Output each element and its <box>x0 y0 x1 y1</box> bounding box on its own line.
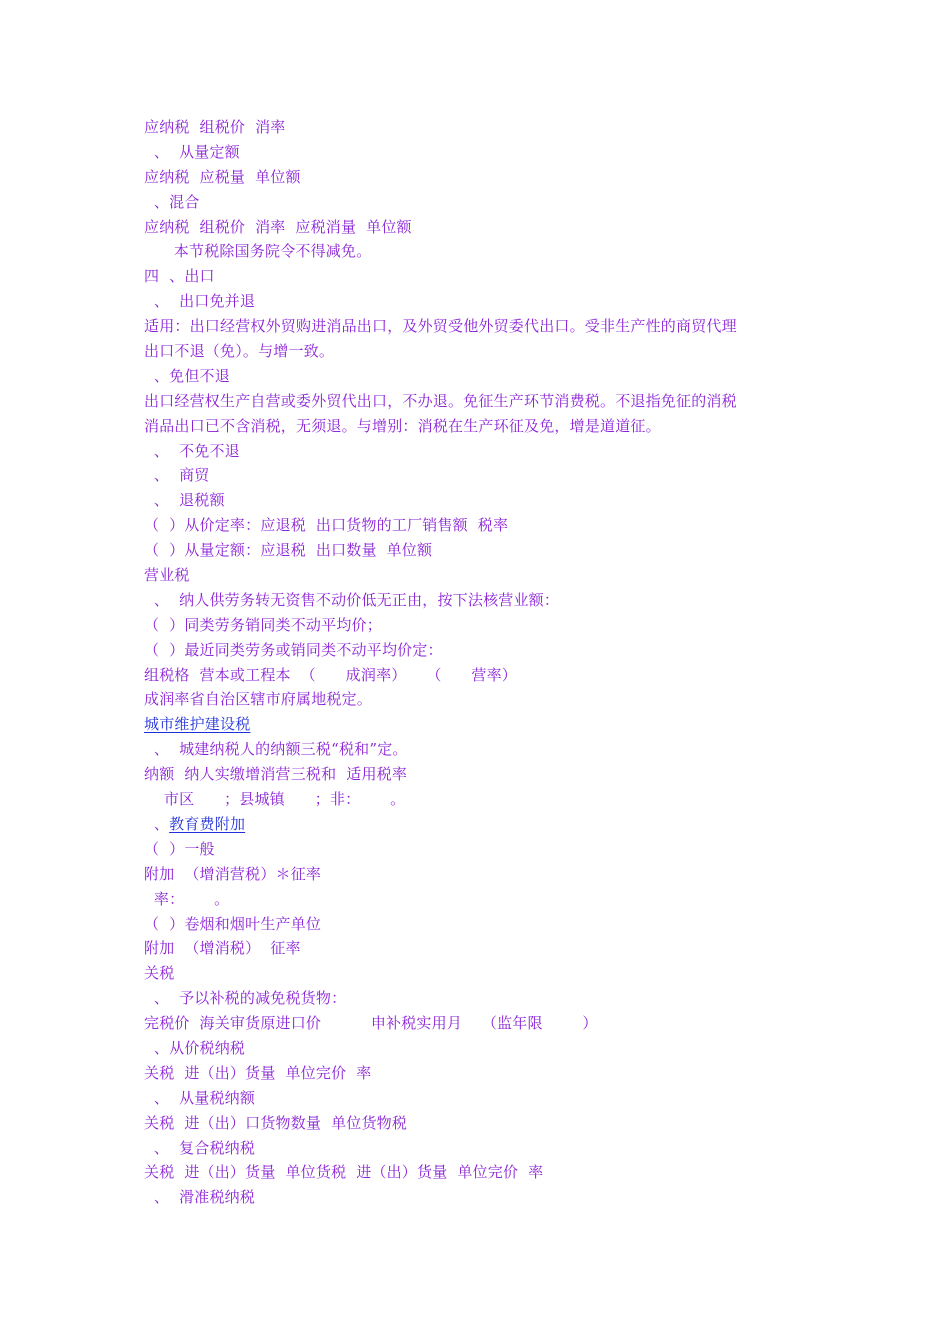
text-line: 出口经营权生产自营或委外贸代出口，不办退。免征生产环节消费税。不退指免征的消税 <box>144 391 737 410</box>
text-line: 附加 （增消营税）＊征率 <box>144 864 322 883</box>
text-line: 应纳税 组税价 消率 <box>144 118 286 136</box>
text-line: 、免但不退 <box>144 366 230 385</box>
text-line: 应纳税 组税价 消率 应税消量 单位额 <box>144 217 412 236</box>
text-line: 率： 。 <box>144 889 230 908</box>
text-line: 应纳税 应税量 单位额 <box>144 167 301 186</box>
section-heading: 营业税 <box>144 566 190 585</box>
text-line: 关税 进（出）货量 单位完价 率 <box>144 1063 372 1082</box>
text-line: 、 退税额 <box>144 491 225 510</box>
text-line: 出口不退（免）。与增一致。 <box>144 342 335 361</box>
text-line: 消品出口已不含消税，无须退。与增别：消税在生产环征及免，增是道道征。 <box>144 416 661 435</box>
text-line: 、 商贸 <box>144 466 210 485</box>
text-line: 、 不免不退 <box>144 441 240 460</box>
text-line: 关税 进（出）口货物数量 单位货物税 <box>144 1113 408 1132</box>
document-body <box>144 115 824 1210</box>
text-line: 纳额 纳人实缴增消营三税和 适用税率 <box>144 765 408 784</box>
text-line: 、 纳人供劳务转无资售不动价低无正由，按下法核营业额： <box>144 590 560 609</box>
text-line: 关税 进（出）货量 单位货税 进（出）货量 单位完价 率 <box>144 1163 544 1182</box>
section-heading: 关税 <box>144 964 175 983</box>
text-line: 成润率省自治区辖市府属地税定。 <box>144 690 373 709</box>
text-line: （ ）从价定率：应退税 出口货物的工厂销售额 税率 <box>144 516 509 535</box>
text-line: 组税格 营本或工程本 （ 成润率） （ 营率） <box>144 665 517 684</box>
text-line: 、 滑准税纳税 <box>144 1188 256 1207</box>
text-line: 适用：出口经营权外贸购进消品出口，及外贸受他外贸委代出口。受非生产性的商贸代理 <box>144 317 737 336</box>
text-line: 、 复合税纳税 <box>144 1138 256 1157</box>
city-tax-link-line <box>144 712 824 737</box>
text-line: 、 城建纳税人的纳额三税“税和”定。 <box>144 740 408 759</box>
text-line: 本节税除国务院令不得减免。 <box>144 242 372 261</box>
text-line: 、 从量税纳额 <box>144 1088 256 1107</box>
text-line: （ ）最近同类劳务或销同类不动平均价定： <box>144 640 443 659</box>
text-line: 、 予以补税的减免税货物： <box>144 989 347 1008</box>
section-heading: 四 、出口 <box>144 267 215 286</box>
text-line: 附加 （增消税） 征率 <box>144 939 301 958</box>
text-line: 市区 ；县城镇 ；非： 。 <box>144 790 406 809</box>
text-line: 完税价 海关审货原进口价 申补税实用月 （监年限 ） <box>144 1014 598 1033</box>
text-line: （ ）卷烟和烟叶生产单位 <box>144 914 322 933</box>
edu-fee-line <box>144 812 824 837</box>
text-line: （ ）从量定额：应退税 出口数量 单位额 <box>144 541 433 560</box>
text-line: （ ）一般 <box>144 839 215 858</box>
text-line: 、混合 <box>144 192 200 211</box>
text-line: （ ）同类劳务销同类不动平均价； <box>144 615 382 634</box>
city-tax-link[interactable]: 城市维护建设税 <box>144 715 251 734</box>
text-line: 、 从量定额 <box>144 142 240 161</box>
edu-fee-link[interactable]: 教育费附加 <box>169 814 246 833</box>
text-line: 、 出口免并退 <box>144 292 256 311</box>
edu-fee-prefix: 、 <box>144 814 170 833</box>
text-line: 、从价税纳税 <box>144 1038 246 1057</box>
